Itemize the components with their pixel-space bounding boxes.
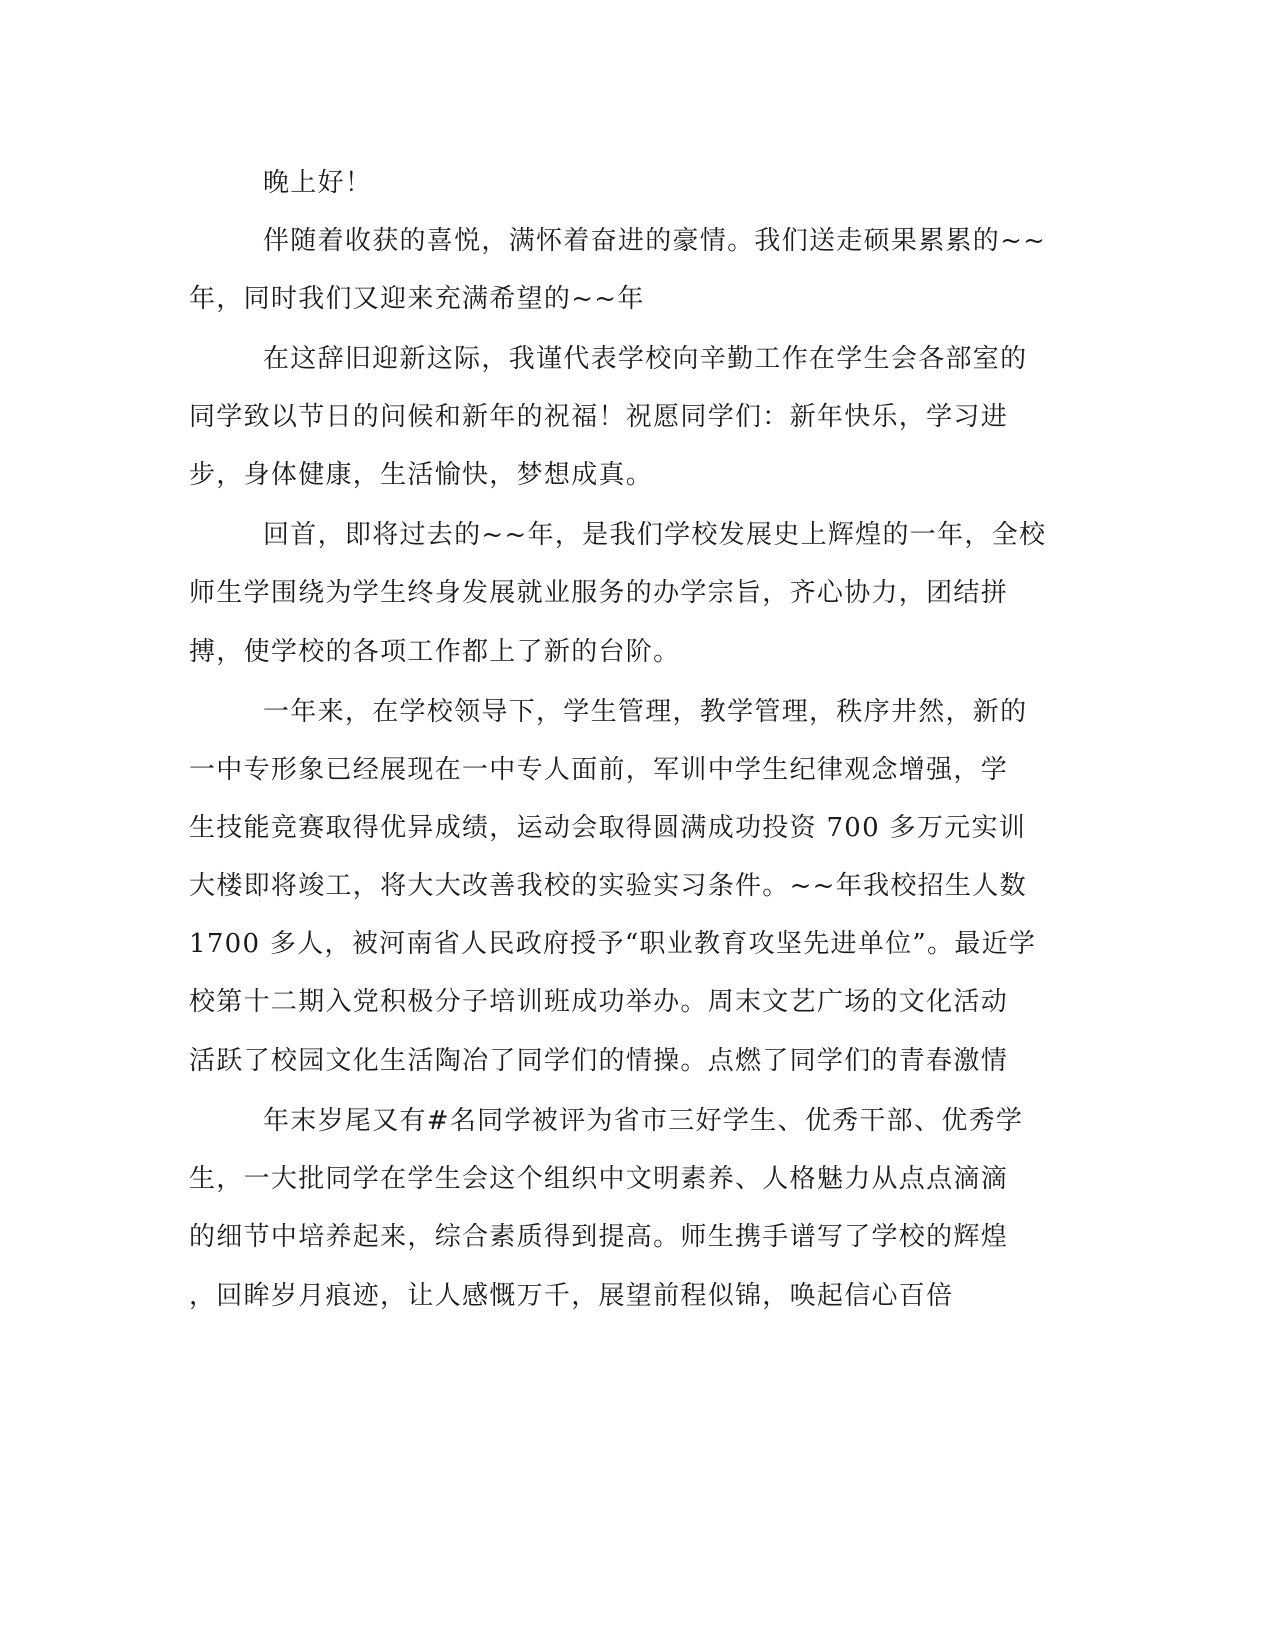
paragraph-4-line-1: 一年来，在学校领导下，学生管理，教学管理，秩序井然，新的 — [263, 697, 1028, 727]
paragraph-3-line-1: 回首，即将过去的~~年，是我们学校发展史上辉煌的一年，全校 — [263, 520, 1047, 550]
paragraph-1-line-1: 伴随着收获的喜悦，满怀着奋进的豪情。我们送走硕果累累的~~ — [263, 226, 1047, 256]
paragraph-4-line-6: 校第十二期入党积极分子培训班成功举办。周末文艺广场的文化活动 — [189, 987, 1009, 1017]
paragraph-2-line-2: 同学致以节日的问候和新年的祝福！祝愿同学们：新年快乐，学习进 — [189, 402, 1009, 432]
paragraph-3-line-3: 搏，使学校的各项工作都上了新的台阶。 — [189, 637, 681, 667]
greeting-line: 晚上好！ — [263, 168, 373, 198]
paragraph-4-line-3: 生技能竞赛取得优异成绩，运动会取得圆满成功投资 700 多万元实训 — [189, 813, 1027, 843]
paragraph-4-line-5: 1700 多人，被河南省人民政府授予“职业教育攻坚先进单位”。最近学 — [189, 929, 1037, 959]
paragraph-4-line-4: 大楼即将竣工，将大大改善我校的实验实习条件。~~年我校招生人数 — [189, 871, 1027, 901]
paragraph-2-line-3: 步，身体健康，生活愉快，梦想成真。 — [189, 460, 654, 490]
paragraph-3-line-2: 师生学围绕为学生终身发展就业服务的办学宗旨，齐心协力，团结拼 — [189, 578, 1009, 608]
paragraph-4-line-2: 一中专形象已经展现在一中专人面前，军训中学生纪律观念增强，学 — [189, 755, 1009, 785]
paragraph-5-line-1: 年末岁尾又有#名同学被评为省市三好学生、优秀干部、优秀学 — [263, 1106, 1024, 1136]
paragraph-5-line-3: 的细节中培养起来，综合素质得到提高。师生携手谱写了学校的辉煌 — [189, 1222, 1009, 1252]
paragraph-5-line-4: ，回眸岁月痕迹，让人感慨万千，展望前程似锦，唤起信心百倍 — [189, 1281, 954, 1311]
paragraph-5-line-2: 生，一大批同学在学生会这个组织中文明素养、人格魅力从点点滴滴 — [189, 1164, 1009, 1194]
paragraph-4-line-7: 活跃了校园文化生活陶冶了同学们的情操。点燃了同学们的青春激情 — [189, 1046, 1009, 1076]
paragraph-1-line-2: 年，同时我们又迎来充满希望的~~年 — [189, 284, 645, 314]
paragraph-2-line-1: 在这辞旧迎新这际，我谨代表学校向辛勤工作在学生会各部室的 — [263, 344, 1028, 374]
